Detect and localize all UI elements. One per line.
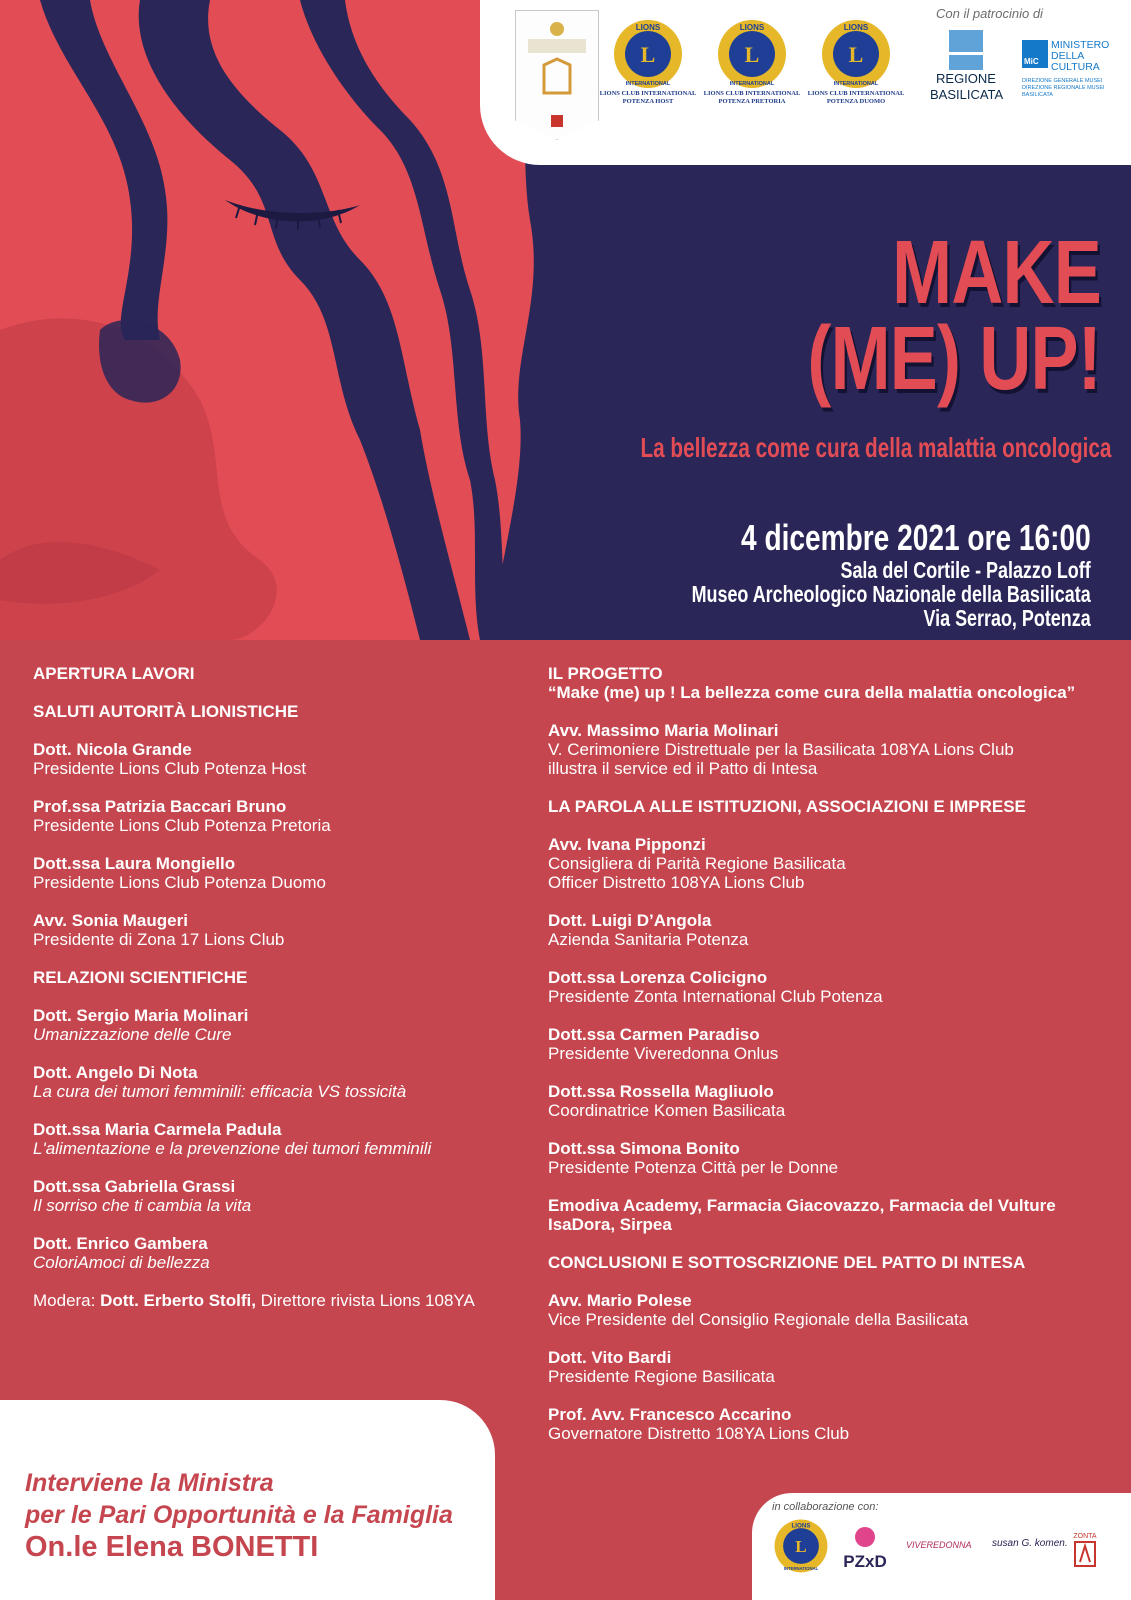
svg-text:L: L <box>848 42 864 67</box>
svg-text:L: L <box>640 42 656 67</box>
komen-logo: susan G. komen. <box>992 1538 1068 1549</box>
speaker-entry: Dott. Angelo Di Nota La cura dei tumori femminili: efficacia VS tossicità <box>33 1063 407 1101</box>
lions-logo-duomo <box>820 18 892 90</box>
speaker-entry: Dott. Sergio Maria Molinari Umanizzazione delle Cure <box>33 1006 249 1044</box>
speaker-entry: Dott. Enrico Gambera ColoriAmoci di bellezza <box>33 1234 210 1272</box>
speaker-entry: Dott. Nicola Grande Presidente Lions Club Potenza Host <box>33 740 307 778</box>
event-date: 4 dicembre 2021 ore 16:00 <box>741 517 1091 558</box>
banner-icon <box>516 11 598 139</box>
section-heading: IL PROGETTO “Make (me) up ! La bellezza come cura della malattia oncologica” <box>548 664 1076 702</box>
lions-logo-pretoria <box>716 18 788 90</box>
viveredonna-logo: VIVEREDONNA <box>906 1540 972 1550</box>
pzd-logo <box>842 1525 888 1578</box>
lions-duomo-caption: LIONS CLUB INTERNATIONAL POTENZA DUOMO <box>807 90 905 105</box>
speaker-entry: Dott.ssa Lorenza Colicigno Presidente Zonta International Club Potenza <box>548 968 883 1006</box>
speaker-entry: Avv. Ivana Pipponzi Consigliera di Parità Regione Basilicata Officer Distretto 108YA Lions Club <box>548 835 846 892</box>
svg-text:ZONTA: ZONTA <box>1073 1533 1097 1540</box>
speaker-entry: Avv. Massimo Maria Molinari V. Cerimoniere Distrettuale per la Basilicata 108YA Lions Club illustra il service ed il Patto di Intesa <box>548 721 1014 778</box>
speaker-entry: Dott.ssa Laura Mongiello Presidente Lions Club Potenza Duomo <box>33 854 326 892</box>
moderator-line: Modera: Dott. Erberto Stolfi, Direttore rivista Lions 108YA <box>33 1291 475 1310</box>
svg-text:PZxD: PZxD <box>843 1552 887 1571</box>
event-title: MAKE (ME) UP! <box>807 223 1101 409</box>
svg-text:LIONS: LIONS <box>635 23 661 32</box>
regione-basilicata-logo: REGIONE BASILICATA <box>930 30 1002 102</box>
section-heading: CONCLUSIONI E SOTTOSCRIZIONE DEL PATTO DI INTESA <box>548 1253 1026 1272</box>
speaker-entry: Dott.ssa Carmen Paradiso Presidente Viveredonna Onlus <box>548 1025 779 1063</box>
speaker-entry: Avv. Sonia Maugeri Presidente di Zona 17 Lions Club <box>33 911 285 949</box>
section-heading: RELAZIONI SCIENTIFICHE <box>33 968 248 987</box>
minister-announcement: Interviene la Ministra per le Pari Opportunità e la Famiglia On.le Elena BONETTI <box>25 1469 453 1563</box>
zonta-logo <box>1070 1530 1100 1579</box>
event-venue-room: Sala del Cortile - Palazzo Loff <box>840 557 1091 583</box>
svg-text:INTERNATIONAL: INTERNATIONAL <box>729 81 775 87</box>
speaker-entry: Dott. Luigi D’Angola Azienda Sanitaria Potenza <box>548 911 749 949</box>
partners-entry: Emodiva Academy, Farmacia Giacovazzo, Farmacia del Vulture IsaDora, Sirpea <box>548 1196 1056 1234</box>
patrocinio-label: Con il patrocinio di <box>936 6 1043 21</box>
svg-text:INTERNATIONAL: INTERNATIONAL <box>833 81 879 87</box>
svg-text:INTERNATIONAL: INTERNATIONAL <box>783 1566 819 1572</box>
regione-flag-icon <box>949 30 983 70</box>
ministero-cultura-logo: MiC MINISTERO DELLA CULTURA DIREZIONE GENERALE MUSEI DIREZIONE REGIONALE MUSEI BASILICATA <box>1022 39 1110 98</box>
event-subtitle: La bellezza come cura della malattia oncologica <box>640 432 1111 463</box>
svg-text:L: L <box>744 42 760 67</box>
lions-logo-collab <box>773 1518 829 1579</box>
svg-text:LIONS: LIONS <box>791 1522 811 1530</box>
lions-logo-host <box>612 18 684 90</box>
svg-text:LIONS: LIONS <box>739 23 765 32</box>
svg-text:L: L <box>795 1537 807 1557</box>
speaker-entry: Dott.ssa Gabriella Grassi Il sorriso che ti cambia la vita <box>33 1177 252 1215</box>
event-details <box>692 518 1091 630</box>
svg-text:INTERNATIONAL: INTERNATIONAL <box>625 81 671 87</box>
speaker-entry: Avv. Mario Polese Vice Presidente del Consiglio Regionale della Basilicata <box>548 1291 969 1329</box>
hero-section <box>0 0 1131 640</box>
section-heading: SALUTI AUTORITÀ LIONISTICHE <box>33 702 299 721</box>
speaker-entry: Dott. Vito Bardi Presidente Regione Basilicata <box>548 1348 775 1386</box>
collaboration-label: in collaborazione con: <box>772 1501 879 1513</box>
program-left-column <box>33 664 513 1310</box>
speaker-entry: Dott.ssa Maria Carmela Padula L'alimentazione e la prevenzione dei tumori femminili <box>33 1120 432 1158</box>
speaker-entry: Prof.ssa Patrizia Baccari Bruno Presidente Lions Club Potenza Pretoria <box>33 797 331 835</box>
mic-icon: MiC <box>1022 40 1048 68</box>
program-right-column <box>548 664 1108 1462</box>
minister-name: On.le Elena BONETTI <box>25 1531 319 1563</box>
speaker-entry: Prof. Avv. Francesco Accarino Governatore Distretto 108YA Lions Club <box>548 1405 850 1443</box>
lions-host-caption: LIONS CLUB INTERNATIONAL POTENZA HOST <box>599 90 697 105</box>
lions-banner-logo <box>515 10 599 140</box>
event-venue-museum: Museo Archeologico Nazionale della Basilicata <box>691 581 1091 607</box>
speaker-entry: Dott.ssa Simona Bonito Presidente Potenza Città per le Donne <box>548 1139 839 1177</box>
svg-text:LIONS: LIONS <box>843 23 869 32</box>
section-heading: LA PAROLA ALLE ISTITUZIONI, ASSOCIAZIONI E IMPRESE <box>548 797 1026 816</box>
event-venue-address: Via Serrao, Potenza <box>923 605 1091 631</box>
section-heading: APERTURA LAVORI <box>33 664 195 683</box>
speaker-entry: Dott.ssa Rossella Magliuolo Coordinatrice Komen Basilicata <box>548 1082 786 1120</box>
lions-pretoria-caption: LIONS CLUB INTERNATIONAL POTENZA PRETORIA <box>703 90 801 105</box>
